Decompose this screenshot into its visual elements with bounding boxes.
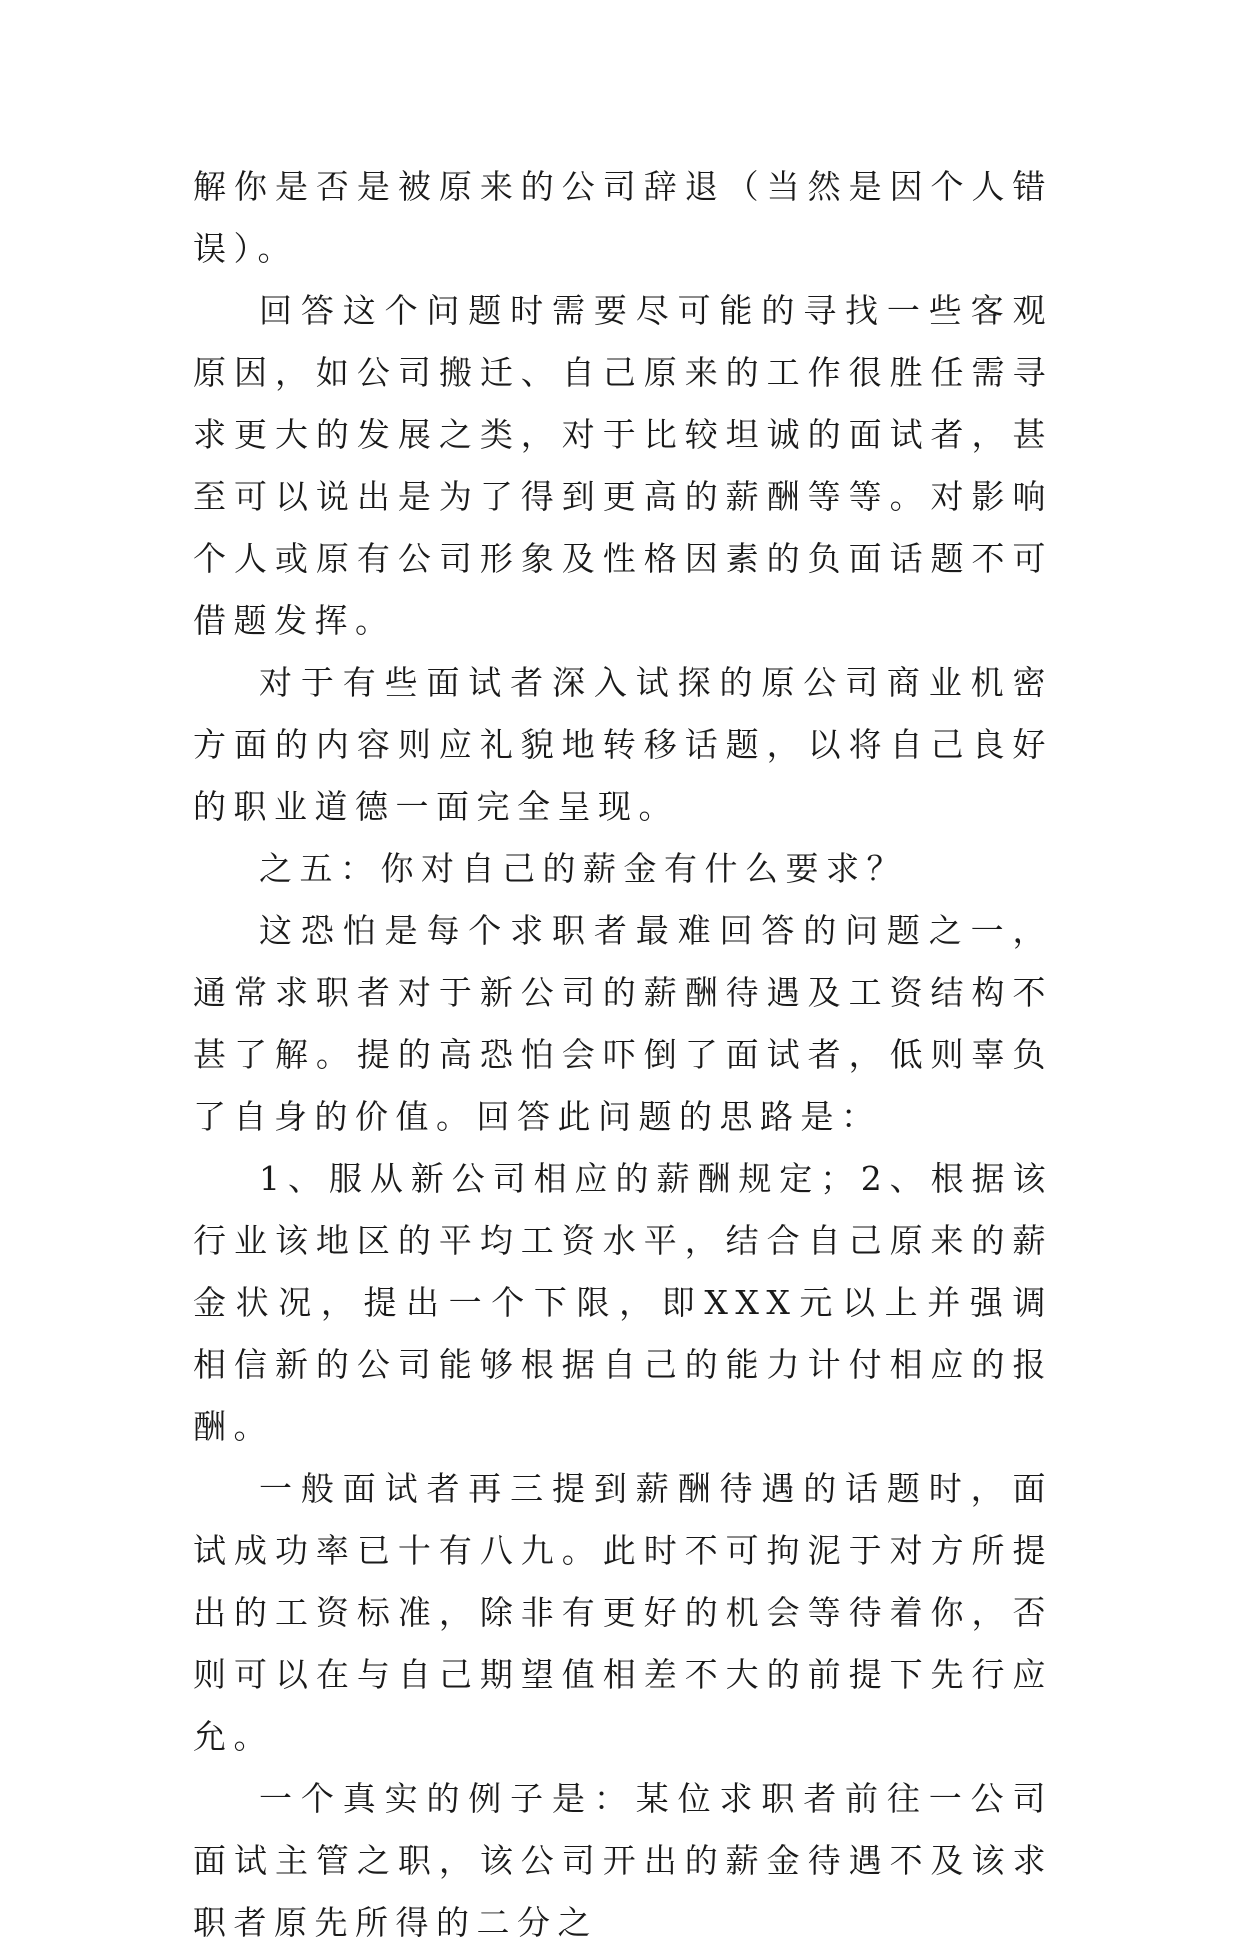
section-heading-salary: 之五：你对自己的薪金有什么要求？ <box>259 849 907 888</box>
paragraph-trade-secrets: 对于有些面试者深入试探的原公司商业机密方面的内容则应礼貌地转移话题，以将自己良好的职业道德一面完全呈现。 <box>193 663 1053 826</box>
paragraph-continuation: 解你是否是被原来的公司辞退（当然是因个人错误）。 <box>193 167 1053 268</box>
paragraph-salary-difficulty: 这恐怕是每个求职者最难回答的问题之一，通常求职者对于新公司的薪酬待遇及工资结构不甚了解。提的高恐怕会吓倒了面试者，低则辜负了自身的价值。回答此问题的思路是： <box>193 911 1053 1136</box>
paragraph-salary-success: 一般面试者再三提到薪酬待遇的话题时，面试成功率已十有八九。此时不可拘泥于对方所提出的工资标准，除非有更好的机会等待着你，否则可以在与自己期望值相差不大的前提下先行应允。 <box>193 1469 1053 1756</box>
body-text <box>193 156 1053 1954</box>
paragraph-answer-reason: 回答这个问题时需要尽可能的寻找一些客观原因，如公司搬迁、自己原来的工作很胜任需寻求更大的发展之类，对于比较坦诚的面试者，甚至可以说出是为了得到更高的薪酬等等。对影响个人或原有公司形象及性格因素的负面话题不可借题发挥。 <box>193 291 1053 640</box>
paragraph-example: 一个真实的例子是：某位求职者前往一公司面试主管之职，该公司开出的薪金待遇不及该求职者原先所得的二分之 <box>193 1779 1053 1942</box>
paragraph-salary-steps: 1、服从新公司相应的薪酬规定；2、根据该行业该地区的平均工资水平，结合自己原来的薪金状况，提出一个下限，即XXX元以上并强调相信新的公司能够根据自己的能力计付相应的报酬。 <box>193 1159 1053 1446</box>
